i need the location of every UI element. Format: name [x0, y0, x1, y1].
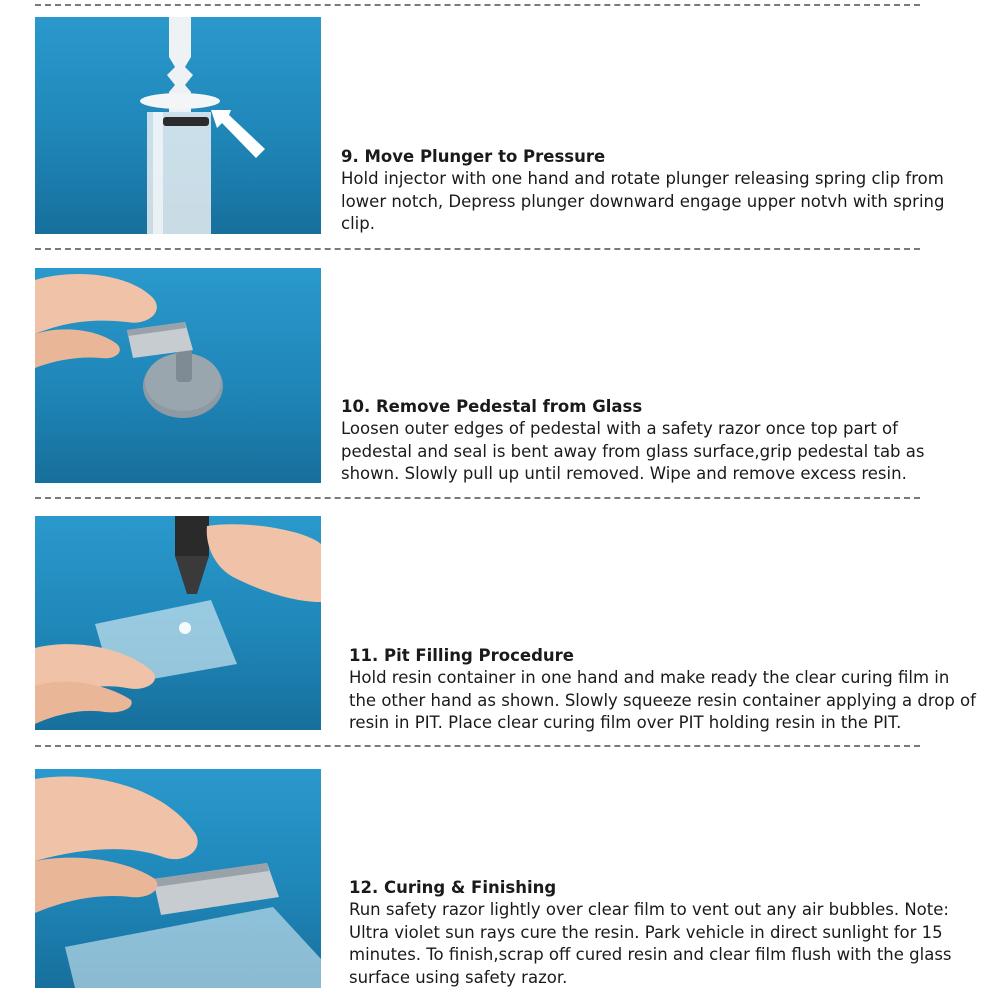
pedestal-removal-illustration: [35, 268, 321, 483]
step-11-description: Hold resin container in one hand and make ready the clear curing film in the other hand as shown. Slowly squeeze resin container applying a drop of resin in PIT. Place clear curing film over PIT holding resin in the PIT.: [349, 668, 976, 732]
divider-1: [35, 248, 920, 250]
divider-top: [35, 4, 920, 6]
step-9-photo: [35, 17, 321, 234]
step-10-text: [341, 396, 971, 486]
step-9-text: [341, 146, 971, 236]
step-9-title: 9. Move Plunger to Pressure: [341, 147, 606, 166]
step-10-description: Loosen outer edges of pedestal with a safety razor once top part of pedestal and seal is bent away from glass surface,grip pedestal tab as shown. Slowly pull up until removed. Wipe and remove excess resin.: [341, 419, 925, 483]
step-10-title: 10. Remove Pedestal from Glass: [341, 397, 643, 416]
curing-finishing-illustration: [35, 769, 321, 988]
divider-3: [35, 745, 920, 747]
pit-filling-illustration: [35, 516, 321, 730]
step-10-photo: [35, 268, 321, 483]
divider-2: [35, 497, 920, 499]
step-11-text: [349, 645, 979, 735]
step-12-title: 12. Curing & Finishing: [349, 878, 557, 897]
syringe-plunger-illustration: [35, 17, 321, 234]
step-12-description: Run safety razor lightly over clear film to vent out any air bubbles. Note: Ultra violet sun rays cure the resin. Park vehicle in direct sunlight for 15 minutes. To finish,scrap off cured resin and clear film flush with the glass surface using safety razor.: [349, 900, 952, 987]
step-12-text: [349, 877, 979, 989]
step-11-photo: [35, 516, 321, 730]
step-9-description: Hold injector with one hand and rotate plunger releasing spring clip from lower notch, Depress plunger downward engage upper notvh with spring clip.: [341, 169, 945, 233]
step-12-photo: [35, 769, 321, 988]
step-11-title: 11. Pit Filling Procedure: [349, 646, 574, 665]
